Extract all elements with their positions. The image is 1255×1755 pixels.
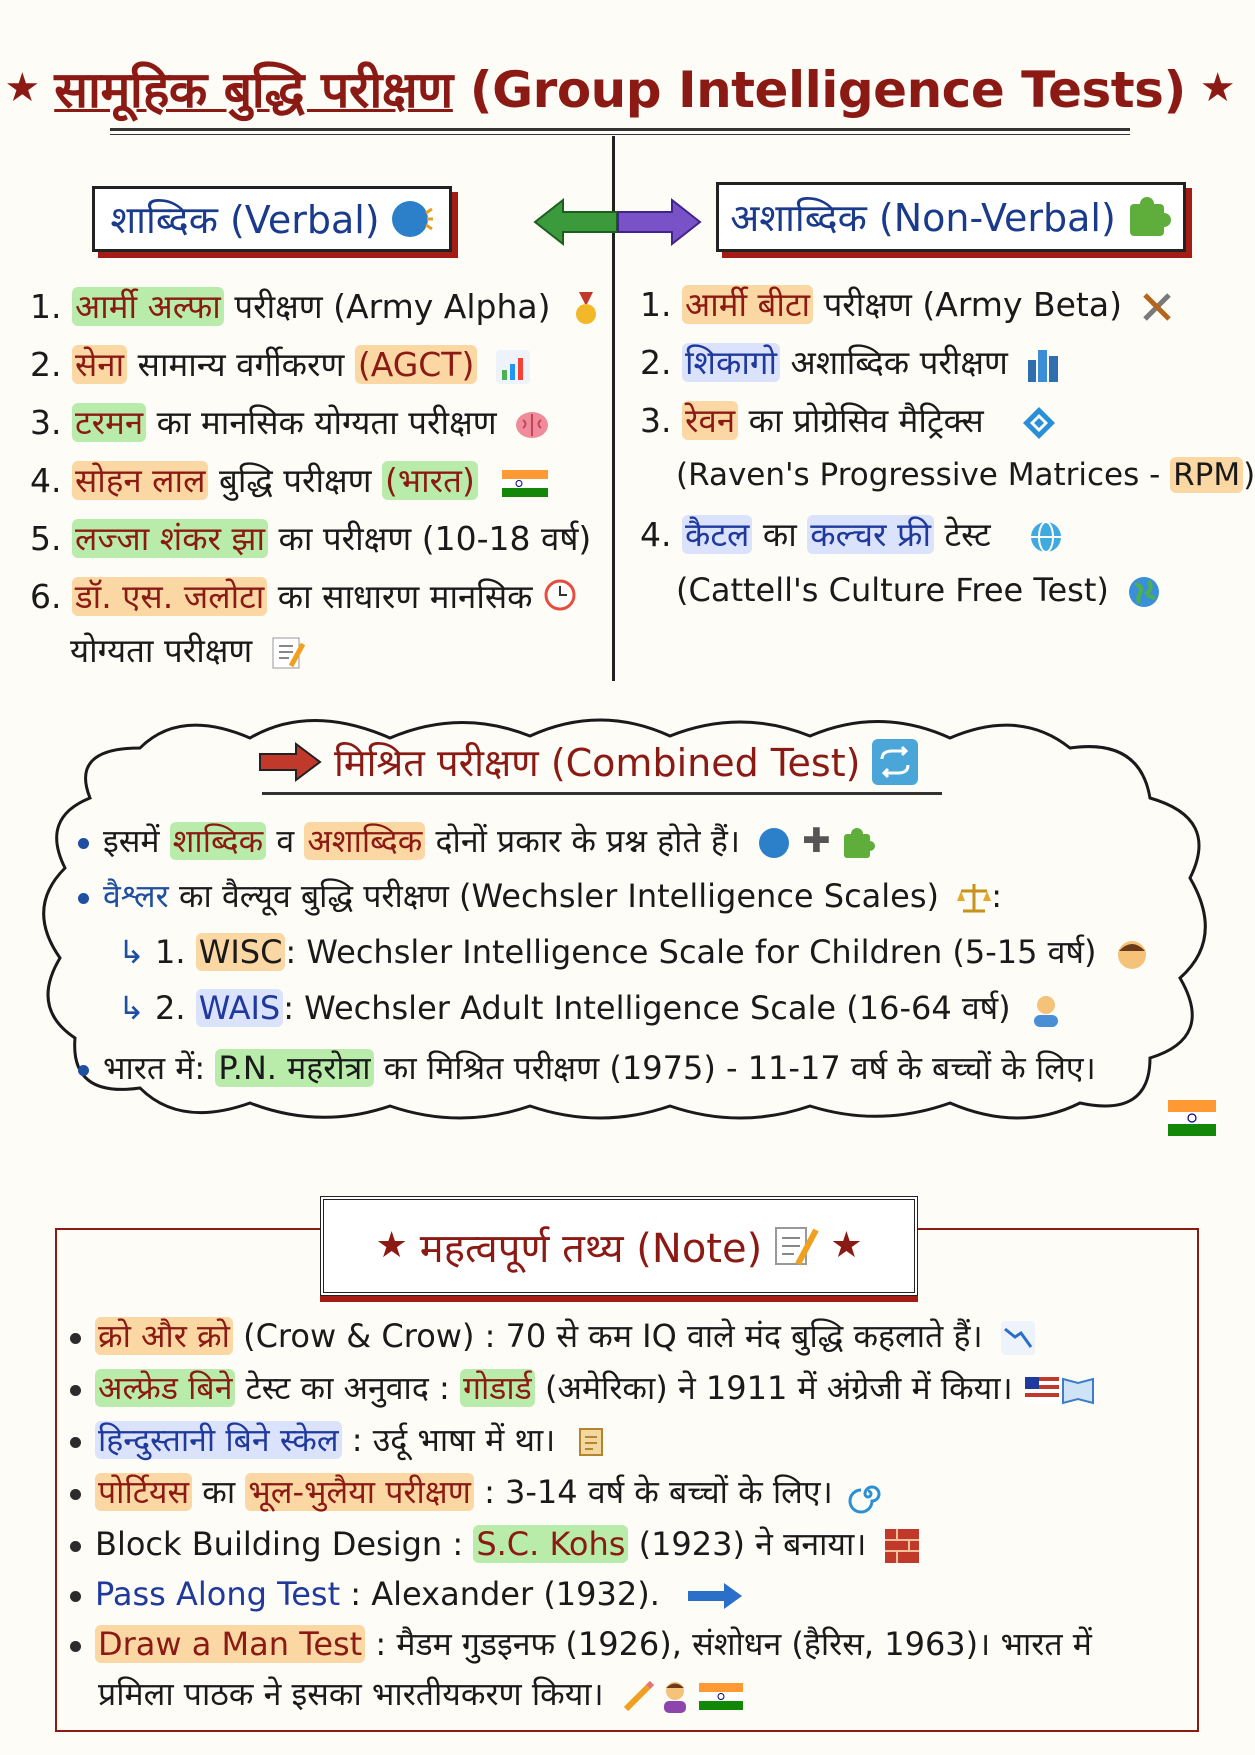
- combined-underline: [262, 792, 942, 795]
- note-item-2: अल्फ्रेड बिने टेस्ट का अनुवाद : गोडार्ड (अमेरिका) ने 1911 में अंग्रेजी में किया।: [70, 1370, 1095, 1407]
- verbal-item-6: 6. डॉ. एस. जलोटा का साधारण मानसिक: [30, 578, 577, 616]
- star-icon: ★: [375, 1225, 408, 1266]
- verbal-heading: शाब्दिक (Verbal): [110, 198, 380, 242]
- page-title: सामूहिक बुद्धि परीक्षण (Group Intelligence Tests): [54, 61, 1186, 119]
- cyclone-icon: [851, 1477, 885, 1511]
- medal-icon: [569, 292, 603, 326]
- globe-meridians-icon: [1029, 520, 1063, 554]
- tools-icon: [1140, 290, 1174, 324]
- combined-sub-2: ↳ 2. WAIS: Wechsler Adult Intelligence Scale (16-64 वर्ष): [118, 990, 1063, 1027]
- note-item-6: Pass Along Test : Alexander (1932).: [70, 1576, 732, 1613]
- brick-icon: [885, 1529, 919, 1563]
- title-underline: [110, 128, 1130, 131]
- star-icon: ★: [4, 65, 41, 111]
- book-icon: [1061, 1373, 1095, 1407]
- nonverbal-item-4-line2: (Cattell's Culture Free Test): [676, 572, 1161, 609]
- child-icon: [1115, 937, 1149, 971]
- diamond-pattern-icon: [1022, 406, 1056, 440]
- india-flag-icon: [694, 1679, 738, 1713]
- verbal-item-4: 4. सोहन लाल बुद्धि परीक्षण (भारत): [30, 462, 542, 500]
- repeat-icon: [872, 739, 918, 785]
- india-flag-icon: [496, 466, 542, 500]
- note-item-7-line2: प्रमिला पाठक ने इसका भारतीयकरण किया।: [98, 1676, 738, 1713]
- verbal-item-3: 3. टरमन का मानसिक योग्यता परीक्षण: [30, 404, 549, 442]
- chart-decreasing-icon: [1001, 1321, 1035, 1355]
- puzzle-icon: [841, 826, 875, 860]
- combined-heading: मिश्रित परीक्षण (Combined Test): [334, 741, 861, 785]
- balance-scale-icon: [957, 881, 991, 915]
- verbal-item-1: 1. आर्मी अल्फा परीक्षण (Army Alpha): [30, 288, 603, 326]
- note-item-5: Block Building Design : S.C. Kohs (1923) ने बनाया।: [70, 1526, 919, 1563]
- verbal-item-2: 2. सेना सामान्य वर्गीकरण (AGCT): [30, 346, 530, 384]
- india-flag-icon: [1168, 1100, 1216, 1136]
- verbal-heading-box: [92, 186, 452, 252]
- star-icon: ★: [1199, 65, 1236, 111]
- verbal-item-6-line2: योग्यता परीक्षण: [70, 632, 305, 670]
- sub-arrow-icon: ↳: [118, 933, 145, 971]
- nonverbal-heading-box: [716, 182, 1186, 252]
- note-item-3: हिन्दुस्तानी बिने स्केल : उर्दू भाषा में था।: [70, 1422, 608, 1459]
- verbal-item-5: 5. लज्जा शंकर झा का परीक्षण (10-18 वर्ष): [30, 519, 592, 558]
- double-arrow-icon: [535, 196, 700, 248]
- nonverbal-heading: अशाब्दिक (Non-Verbal): [730, 196, 1116, 240]
- artist-icon: [658, 1679, 692, 1713]
- speaking-head-icon: [390, 197, 434, 241]
- title-underline-thin: [110, 134, 1130, 135]
- red-arrow-icon: [260, 742, 322, 782]
- pencil-icon: [622, 1679, 656, 1713]
- right-arrow-icon: [678, 1579, 732, 1613]
- combined-heading-row: [260, 732, 950, 792]
- note-item-4: पोर्टियस का भूल-भुलैया परीक्षण : 3-14 वर्ष के बच्चों के लिए।: [70, 1474, 885, 1511]
- puzzle-icon: [1126, 194, 1172, 240]
- star-icon: ★: [830, 1225, 863, 1266]
- chart-increasing-icon: [496, 350, 530, 384]
- note-item-1: क्रो और क्रो (Crow & Crow) : 70 से कम IQ वाले मंद बुद्धि कहलाते हैं।: [70, 1318, 1035, 1355]
- memo-icon: [271, 636, 305, 670]
- combined-sub-1: ↳ 1. WISC: Wechsler Intelligence Scale for Children (5-15 वर्ष): [118, 934, 1149, 971]
- page-title-row: [4, 48, 1236, 128]
- note-heading: महत्वपूर्ण तथ्य (Note): [419, 1225, 763, 1272]
- globe-icon: [1127, 575, 1161, 609]
- nonverbal-item-1: 1. आर्मी बीटा परीक्षण (Army Beta): [640, 286, 1174, 324]
- cityscape-icon: [1026, 348, 1060, 382]
- usa-flag-icon: [1025, 1373, 1059, 1407]
- combined-bullet-2: वैश्लर का वैल्यूव बुद्धि परीक्षण (Wechsler Intelligence Scales) :: [78, 878, 1002, 915]
- nonverbal-item-2: 2. शिकागो अशाब्दिक परीक्षण: [640, 344, 1060, 382]
- combined-bullet-1: इसमें शाब्दिक व अशाब्दिक दोनों प्रकार के प्रश्न होते हैं। ✚: [78, 822, 875, 861]
- memo-icon: [774, 1224, 818, 1268]
- nonverbal-item-3-line2: (Raven's Progressive Matrices - RPM): [676, 457, 1255, 493]
- adult-icon: [1029, 993, 1063, 1027]
- note-heading-box: [320, 1196, 918, 1296]
- note-item-7: Draw a Man Test : मैडम गुडइनफ (1926), संशोधन (हैरिस, 1963)। भारत में: [70, 1626, 1092, 1663]
- brain-icon: [515, 408, 549, 442]
- nonverbal-item-3: 3. रेवन का प्रोग्रेसिव मैट्रिक्स: [640, 402, 1056, 440]
- combined-bullet-3: भारत में: P.N. महरोत्रा का मिश्रित परीक्षण (1975) - 11-17 वर्ष के बच्चों के लिए।: [78, 1050, 1096, 1087]
- nonverbal-item-4: 4. कैटल का कल्चर फ्री टेस्ट: [640, 516, 1063, 554]
- clock-icon: [543, 578, 577, 612]
- speaking-head-icon: [758, 826, 792, 860]
- sub-arrow-icon: ↳: [118, 989, 145, 1027]
- scroll-icon: [574, 1425, 608, 1459]
- plus-icon: ✚: [802, 821, 831, 861]
